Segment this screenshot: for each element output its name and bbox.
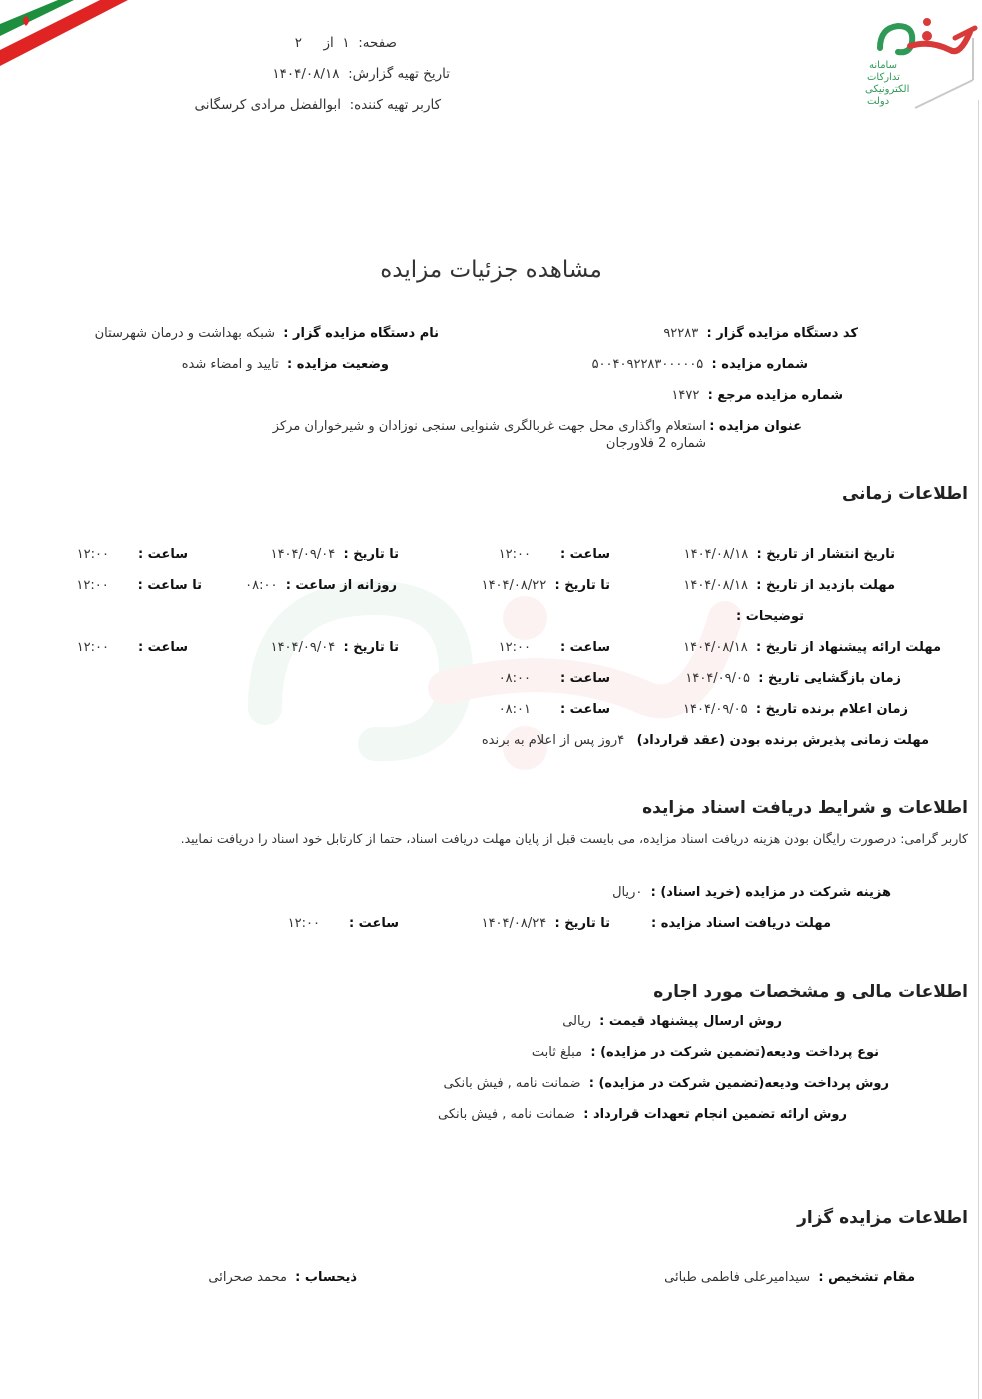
accountant-row [208,1270,357,1285]
timing-heading: اطلاعات زمانی [841,484,968,504]
offer-to-value: ۱۴۰۴/۰۹/۰۴ [270,640,336,655]
page-total: ۲ [294,35,302,51]
publish-to-row [271,547,399,562]
guarantee-label: روش ارائه تضمین انجام تعهدات قرارداد : [583,1107,847,1122]
org-code-value: ۹۲۲۸۳ [663,326,699,341]
publish-to-value: ۱۴۰۴/۰۹/۰۴ [270,547,336,562]
visit-from-row [683,578,895,593]
deadline-to-label: تا تاریخ : [554,916,610,931]
fee-label: هزینه شرکت در مزایده (خرید اسناد) : [650,885,891,900]
guarantee-row [438,1107,847,1122]
publish-from-value: ۱۴۰۴/۰۸/۱۸ [683,547,749,562]
deadline-time-value: ۱۲:۰۰ [287,916,321,931]
report-date-label: تاریخ تهیه گزارش: [348,66,450,82]
visit-daily-from-row [245,578,397,593]
svg-text:الکترونیکی: الکترونیکی [865,84,910,95]
deadline-time-label: ساعت : [348,916,399,931]
status-value: تایید و امضاء شده [181,357,279,372]
acceptance-row [482,733,929,748]
svg-text:دولت: دولت [867,96,890,107]
deposit-method-label: روش پرداخت ودیعه(تضمین شرکت در مزایده) : [588,1076,889,1091]
publish-to-time-label: ساعت : [137,547,188,562]
auction-no-value: ۵۰۰۴۰۹۲۲۸۳۰۰۰۰۰۵ [591,357,704,372]
winner-time-label: ساعت : [559,702,610,717]
preparer-value: ابوالفضل مرادی کرسگانی [194,97,341,113]
publish-from-time-row [499,547,610,562]
deadline-to-value: ۱۴۰۴/۰۸/۲۴ [481,916,547,931]
winner-time-row [499,702,610,717]
subject-line-1: استعلام واگذاری محل جهت غربالگری شنوایی سنجی نوزادان و شیرخواران مرکز [272,419,706,434]
documents-notice: کاربر گرامی: درصورت رایگان بودن هزینه دریافت اسناد مزایده، می بایست قبل از پایان مهلت دریافت اسناد، حتما از کارتابل خود اسناد را دریافت نمایید. [180,831,968,846]
page-of: از [323,35,334,51]
offer-from-time-value: ۱۲:۰۰ [498,640,532,655]
org-code-label: کد دستگاه مزایده گزار : [706,326,858,341]
visit-to-value: ۱۴۰۴/۰۸/۲۲ [481,578,547,593]
price-method-label: روش ارسال پیشنهاد قیمت : [599,1014,782,1029]
subject-line-2: شماره 2 فلاورجان [605,436,706,451]
opening-date-value: ۱۴۰۴/۰۹/۰۵ [685,671,750,686]
offer-from-time-label: ساعت : [559,640,610,655]
opening-time-row [499,671,610,686]
deposit-method-row [443,1076,889,1091]
deposit-type-value: مبلغ ثابت [531,1045,583,1060]
visit-daily-from-label: روزانه از ساعت : [285,578,397,593]
page-current: ۱ [342,35,350,51]
offer-to-time-label: ساعت : [137,640,188,655]
offer-to-time-row [77,640,188,655]
offer-to-row [271,640,399,655]
auction-no-row [592,357,808,372]
visit-from-label: مهلت بازدید از تاریخ : [756,578,895,593]
visit-daily-from-value: ۰۸:۰۰ [245,578,278,593]
report-date [272,66,450,82]
deadline-to-row [482,916,610,931]
offer-from-value: ۱۴۰۴/۰۸/۱۸ [683,640,748,655]
publish-to-time-row [77,547,188,562]
visit-to-label: تا تاریخ : [554,578,610,593]
deadline-label: مهلت دریافت اسناد مزایده : [651,916,831,931]
subject-label: عنوان مزایده : [709,419,802,434]
visit-daily-to-label: تا ساعت : [137,578,202,593]
ref-no-value: ۱۴۷۲ [671,388,700,403]
subject-row [709,419,802,434]
offer-from-time-row [499,640,610,655]
publish-from-row [684,547,895,562]
authority-row [664,1270,915,1285]
status-label: وضعیت مزایده : [287,357,389,372]
svg-text:سامانه: سامانه [869,60,897,71]
offer-to-label: تا تاریخ : [343,640,399,655]
organizer-heading: اطلاعات مزایده گزار [797,1208,968,1228]
org-name-label: نام دستگاه مزایده گزار : [283,326,439,341]
accountant-label: ذیحساب : [295,1270,357,1285]
page-border [978,100,979,1399]
visit-from-value: ۱۴۰۴/۰۸/۱۸ [683,578,748,593]
page-title: مشاهده جزئیات مزایده [380,257,602,283]
publish-from-label: تاریخ انتشار از تاریخ : [756,547,895,562]
offer-to-time-value: ۱۲:۰۰ [76,640,110,655]
opening-time-label: ساعت : [559,671,610,686]
opening-row [685,671,901,686]
documents-heading: اطلاعات و شرایط دریافت اسناد مزایده [642,798,968,818]
fee-row [612,885,891,900]
winner-time-value: ۰۸:۰۱ [498,702,532,717]
ref-no-label: شماره مزایده مرجع : [707,388,843,403]
iran-flag-corner [0,0,140,80]
status-row [182,357,389,372]
publish-from-time-value: ۱۲:۰۰ [498,547,532,562]
visit-daily-to-row [76,578,202,593]
opening-label: زمان بازگشایی تاریخ : [758,671,901,686]
preparer-label: کاربر تهیه کننده: [349,97,441,113]
offer-from-row [683,640,941,655]
winner-row [683,702,908,717]
report-date-value: ۱۴۰۴/۰۸/۱۸ [272,66,340,82]
preparer [195,97,441,113]
price-method-value: ریالی [562,1014,591,1029]
authority-label: مقام تشخیص : [818,1270,915,1285]
ref-no-row [671,388,843,403]
auction-no-label: شماره مزایده : [711,357,808,372]
publish-to-time-value: ۱۲:۰۰ [76,547,110,562]
deadline-time-row [288,916,399,931]
winner-label: زمان اعلام برنده تاریخ : [755,702,908,717]
fee-value: ۰ریال [612,885,643,900]
visit-to-row [482,578,610,593]
visit-daily-to-value: ۱۲:۰۰ [76,578,109,593]
price-method-row [562,1014,782,1029]
winner-date-value: ۱۴۰۴/۰۹/۰۵ [683,702,748,717]
org-name-row [95,326,439,341]
offer-from-label: مهلت ارائه پیشنهاد از تاریخ : [756,640,941,655]
org-code-row [663,326,858,341]
accountant-value: محمد صحرائی [208,1270,287,1285]
org-name-value: شبکه بهداشت و درمان شهرستان [94,326,276,341]
setad-logo-icon [855,8,980,113]
acceptance-value: ۴روز پس از اعلام به برنده [481,733,625,748]
publish-to-label: تا تاریخ : [343,547,399,562]
publish-from-time-label: ساعت : [559,547,610,562]
acceptance-label: مهلت زمانی پذیرش برنده بودن (عقد قرارداد) [636,733,929,748]
deposit-method-value: ضمانت نامه , فیش بانکی [443,1076,581,1091]
financial-heading: اطلاعات مالی و مشخصات مورد اجاره [653,982,968,1002]
notes-label: توضیحات : [736,609,804,624]
opening-time-value: ۰۸:۰۰ [498,671,532,686]
page-label: صفحه: [358,35,397,51]
guarantee-value: ضمانت نامه , فیش بانکی [438,1107,576,1122]
page-number [295,35,397,51]
authority-value: سیدامیرعلی فاطمی طبائی [664,1270,811,1285]
svg-text:تدارکات: تدارکات [867,72,900,83]
deposit-type-label: نوع پرداخت ودیعه(تضمین شرکت در مزایده) : [590,1045,879,1060]
deposit-type-row [532,1045,879,1060]
